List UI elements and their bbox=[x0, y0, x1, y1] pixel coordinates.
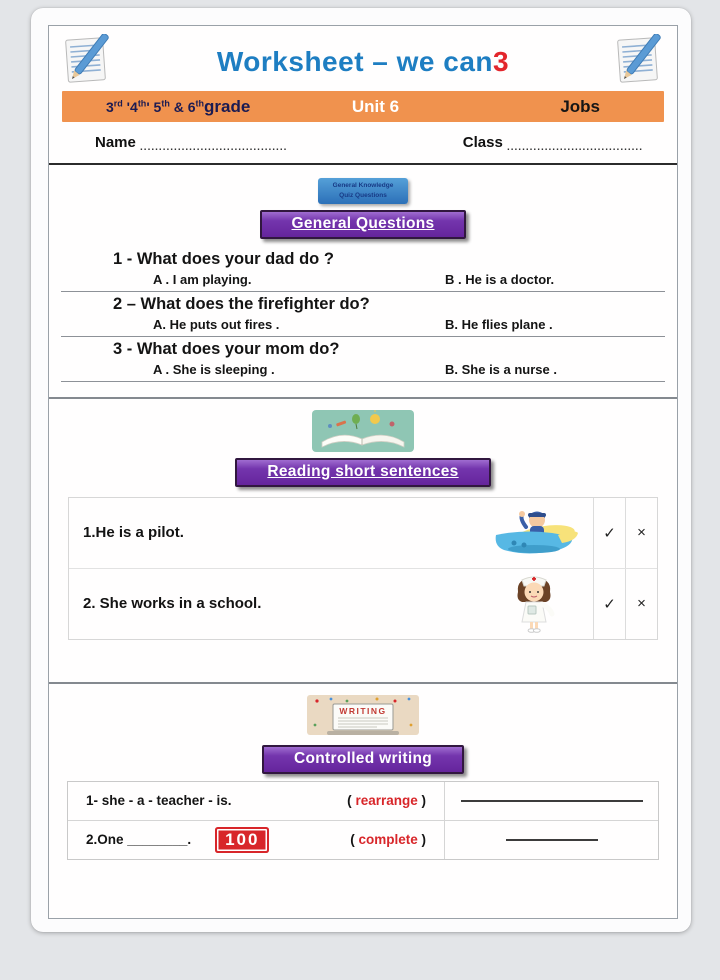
reading-banner: Reading short sentences bbox=[235, 458, 490, 487]
question-3: 3 - What does your mom do? A . She is sleeping . B. She is a nurse . bbox=[61, 340, 667, 382]
instruction-rearrange: ( rearrange ) bbox=[347, 793, 426, 808]
topic-label: Jobs bbox=[560, 96, 601, 116]
general-questions-banner: General Questions bbox=[260, 210, 467, 239]
answer-blank-line bbox=[461, 800, 643, 802]
writing-row-1 bbox=[68, 782, 658, 820]
unit-label: Unit 6 bbox=[351, 96, 400, 116]
question-3-option-b: B. She is a nurse . bbox=[445, 361, 557, 377]
name-label: Name bbox=[95, 134, 136, 151]
cross-mark-cell: × bbox=[625, 569, 657, 639]
question-1-option-b: B . He is a doctor. bbox=[445, 271, 555, 287]
name-field bbox=[95, 134, 287, 151]
title-text: Worksheet – we can bbox=[216, 46, 494, 77]
question-2-option-a: A. He puts out fires . bbox=[153, 316, 280, 332]
answer-blank-line bbox=[506, 839, 598, 841]
open-book-illustration bbox=[49, 410, 677, 452]
grade-levels: 3rd '4th' 5th & 6thgrade bbox=[106, 96, 251, 116]
empty-bottom-area bbox=[49, 860, 677, 980]
name-dotted-line: ....................................... bbox=[140, 142, 288, 153]
score-100-badge: 100 bbox=[217, 829, 267, 851]
reading-row-1 bbox=[69, 498, 657, 568]
general-knowledge-badge: General Knowledge Quiz Questions bbox=[318, 178, 408, 204]
worksheet-frame bbox=[48, 25, 678, 919]
cross-mark-cell: × bbox=[625, 498, 657, 568]
header-divider bbox=[49, 163, 677, 165]
name-class-row bbox=[49, 122, 677, 157]
worksheet-page bbox=[31, 8, 691, 932]
section-divider bbox=[49, 682, 677, 684]
controlled-writing-banner: Controlled writing bbox=[262, 745, 464, 774]
reading-row-2 bbox=[69, 568, 657, 639]
question-1-option-a: A . I am playing. bbox=[153, 271, 252, 287]
check-mark-cell: ✓ bbox=[593, 569, 625, 639]
question-3-option-a: A . She is sleeping . bbox=[153, 361, 275, 377]
pilot-in-plane-illustration bbox=[475, 498, 593, 568]
header bbox=[49, 26, 677, 89]
nurse-illustration bbox=[475, 569, 593, 639]
reading-table bbox=[68, 497, 658, 640]
writing-sentence: 2.One ________. bbox=[86, 832, 192, 847]
check-mark-cell: ✓ bbox=[593, 498, 625, 568]
class-label: Class bbox=[462, 134, 503, 151]
writing-sentence: 1- she - a - teacher - is. bbox=[86, 793, 232, 808]
controlled-writing-table bbox=[67, 781, 659, 860]
question-2-option-b: B. He flies plane . bbox=[445, 316, 553, 332]
section-divider bbox=[49, 397, 677, 399]
question-2: 2 – What does the firefighter do? A. He puts out fires . B. He flies plane . bbox=[61, 295, 667, 337]
page-title bbox=[115, 46, 611, 78]
svg-text:WRITING: WRITING bbox=[339, 705, 387, 716]
grade-unit-bar bbox=[62, 91, 664, 122]
class-dotted-line: .................................... bbox=[506, 142, 643, 153]
class-field bbox=[463, 134, 643, 151]
writing-row-2 bbox=[68, 820, 658, 859]
questions-list bbox=[49, 239, 677, 382]
question-1: 1 - What does your dad do ? A . I am playing. B . He is a doctor. bbox=[61, 250, 667, 292]
reading-sentence: 2. She works in a school. bbox=[83, 595, 262, 612]
writing-laptop-illustration bbox=[49, 695, 677, 739]
notepad-pencil-icon bbox=[59, 34, 115, 89]
title-accent: 3 bbox=[493, 46, 510, 77]
instruction-complete: ( complete ) bbox=[350, 832, 426, 847]
reading-sentence: 1.He is a pilot. bbox=[83, 524, 184, 541]
notepad-pencil-icon bbox=[611, 34, 667, 89]
